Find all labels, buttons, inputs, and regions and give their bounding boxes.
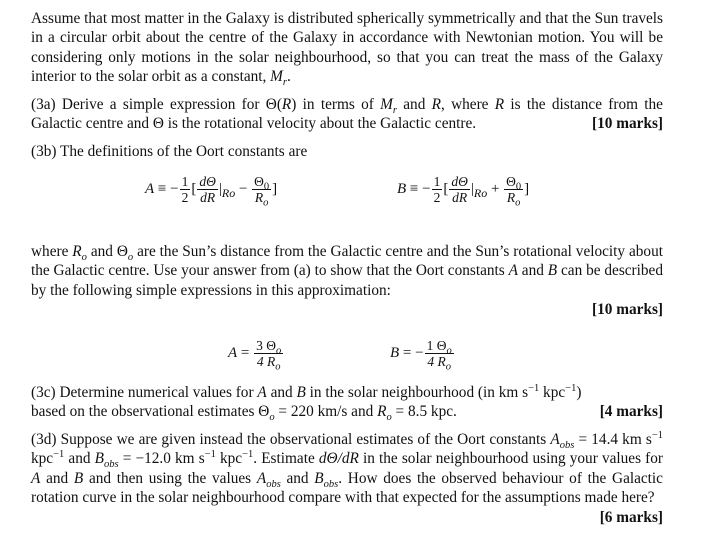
eqB-t-num: Θ: [506, 174, 516, 189]
eqA-eval-sub-o: o: [229, 185, 236, 200]
q3c-r-sub: o: [386, 412, 392, 424]
resA-den-text: 4 R: [256, 354, 276, 369]
q3d-t6: kpc: [215, 450, 243, 468]
q3d-sup4: −1: [242, 449, 254, 461]
resA-den: [254, 354, 283, 373]
eqB-eval-sub-o: o: [481, 185, 488, 200]
eqB-lhs: B: [397, 180, 407, 197]
eqA-t-den-sub: o: [263, 197, 269, 209]
q3d-t10: and then using the values: [83, 469, 257, 487]
q3a-text: (3a) Derive a simple expression for Θ(: [31, 96, 282, 113]
eqB-t-den-sub: o: [515, 197, 521, 209]
q3d-sup3: −1: [204, 449, 216, 461]
eqA-eval-sub-r: R: [221, 185, 230, 200]
eqA-rb: ]: [272, 180, 278, 197]
eqB-equiv: ≡ −: [406, 180, 431, 197]
question-3a: [31, 95, 663, 134]
q3d-t1: (3d) Suppose we are given instead the observational estimates of the Oort constants: [31, 431, 551, 448]
resB-den-sub: o: [445, 361, 451, 373]
eqA-lhs: A: [145, 180, 155, 197]
q3c-sup1: −1: [528, 382, 540, 394]
q3c-text3: based on the observational estimates Θ: [31, 403, 270, 421]
resB-num-sub: o: [446, 345, 452, 357]
marks-3b: [10 marks]: [592, 301, 663, 319]
eqB-lb: [: [443, 180, 449, 197]
oort-a-definition: [145, 174, 278, 209]
eqA-eval: |: [218, 180, 222, 197]
q3c-r: R: [377, 403, 387, 421]
eqA-ratio-num: [252, 174, 271, 193]
eqB-op: +: [487, 180, 504, 197]
q3c-and: and: [266, 384, 297, 401]
eqA-op: −: [235, 180, 252, 197]
mass-symbol: M: [270, 68, 283, 86]
q3d-t11: and: [280, 469, 315, 487]
q3d-t5: = −12.0 km s: [118, 450, 205, 468]
q3a-text4: , where: [441, 96, 495, 113]
mass-subscript: r: [282, 77, 288, 89]
q3d-t8: in the solar neighbourhood using your values for: [358, 450, 663, 468]
eqA-half: [180, 174, 191, 205]
q3d-b-sub: obs: [104, 459, 119, 471]
eqA-t-num-sub: 0: [263, 181, 270, 193]
eqA-lb: [: [191, 180, 197, 197]
resA-lhs: A: [228, 344, 238, 361]
eqB-half-den: 2: [433, 190, 441, 205]
q3d-b3-sub: obs: [323, 478, 339, 490]
q3b-ro-sub: o: [81, 252, 87, 264]
q3d-t9: and: [40, 469, 74, 487]
eqB-deriv: [449, 174, 470, 205]
q3a-r3: R: [494, 96, 505, 113]
eqB-eval-sub: [474, 186, 487, 200]
eqB-rb: ]: [524, 180, 530, 197]
q3c-theta-sub: o: [269, 412, 275, 424]
eqA-half-num: 1: [181, 174, 189, 189]
q3a-r2: R: [431, 96, 441, 113]
intro-paragraph: [31, 9, 663, 87]
eqB-ratio: [504, 174, 523, 209]
q3b-ro: R: [72, 243, 82, 260]
question-3b-body: [31, 242, 663, 320]
q3d-a2: A: [31, 469, 41, 487]
intro-end: .: [287, 68, 291, 86]
q3c-b: B: [296, 384, 306, 401]
resB-frac: [425, 338, 454, 373]
q3d-b: B: [94, 450, 104, 468]
eqB-eval-sub-r: R: [473, 185, 482, 200]
eqB-t-den: R: [506, 190, 516, 205]
resB-num: [425, 338, 454, 357]
q3c-sup2: −1: [565, 382, 577, 394]
resA-frac: [254, 338, 283, 373]
eqB-ratio-den: [504, 190, 523, 209]
resB-den-text: 4 R: [427, 354, 446, 369]
q3a-text5: is the distance from the Galactic centre and Θ is the rotational velocity about the Galactic centre.: [31, 96, 663, 133]
q3d-b3: B: [314, 469, 324, 487]
eqB-half-num: 1: [433, 174, 441, 189]
q3d-sup1: −1: [651, 429, 663, 441]
eqA-d-num: dΘ: [199, 174, 216, 189]
q3b-text4: and: [517, 262, 548, 280]
eqB-d-num: dΘ: [451, 174, 468, 189]
oort-b-result: [390, 338, 455, 373]
q3b-text1: where: [31, 243, 73, 260]
q3c-close: ): [576, 384, 582, 401]
eqA-ratio-den: [252, 190, 271, 209]
q3a-text2: ) in terms of: [291, 96, 381, 113]
q3d-t4: and: [64, 450, 95, 468]
q3d-a3-sub: obs: [266, 478, 281, 490]
resA-num-text: 3 Θ: [256, 338, 277, 353]
resB-num-text: 1 Θ: [426, 338, 447, 353]
marks-3d: [6 marks]: [599, 508, 663, 526]
resA-den-sub: o: [275, 361, 281, 373]
q3b-text5: can be described by the following simple expressions in this approximation:: [31, 262, 663, 299]
eqA-equiv: ≡ −: [154, 180, 179, 197]
q3b-b: B: [547, 262, 558, 280]
oort-a-result: [228, 338, 284, 373]
resB-eq: = −: [399, 344, 424, 361]
resB-den: [425, 354, 454, 373]
q3c-text5: = 8.5 kpc.: [391, 403, 457, 421]
q3b-text3: are the Sun’s distance from the Galactic centre and the Sun’s rotational velocity about the Galactic centre. Use your answer from (a) to show that the Oort constants: [31, 243, 663, 280]
resA-eq: =: [237, 344, 254, 361]
q3c-text4: = 220 km/s and: [274, 403, 378, 421]
q3d-t3: kpc: [31, 450, 54, 468]
eqB-half: [432, 174, 443, 205]
q3d-b2: B: [73, 469, 84, 487]
eqB-deriv-den: dR: [452, 190, 468, 205]
question-3c: [31, 383, 663, 422]
resA-num: [254, 338, 283, 357]
eqA-ratio: [252, 174, 271, 209]
q3d-deriv: dΘ/dR: [318, 450, 359, 468]
q3b-a: A: [508, 262, 518, 280]
marks-3a: [10 marks]: [592, 115, 663, 133]
q3a-m-sub: r: [392, 105, 397, 117]
q3c-text2: in the solar neighbourhood (in km s: [305, 384, 529, 401]
eqA-t-den: R: [254, 190, 264, 205]
eqA-deriv: [197, 174, 218, 205]
q3c-text1: (3c) Determine numerical values for: [31, 384, 258, 401]
eqA-eval-sub: [222, 186, 235, 200]
resB-lhs: B: [390, 344, 400, 361]
intro-text: Assume that most matter in the Galaxy is distributed spherically symmetrically and that the Sun travels in a circular orbit about the centre of the Galaxy in accordance with Newtonian motion. You will be considering only motions in the solar neighbourhood, so that you can treat the mass of the Galaxy interior to the solar orbit as a constant,: [31, 10, 663, 86]
eqA-half-den: 2: [181, 190, 189, 205]
q3d-t12: . How does the observed behaviour of the Galactic rotation curve in the solar neighbourhood compare with that expected for the assumptions made here?: [31, 469, 663, 507]
q3b-theta-sub: o: [127, 252, 134, 264]
eqA-deriv-den: dR: [200, 190, 216, 205]
q3b-text2: and Θ: [86, 243, 128, 260]
marks-3c: [4 marks]: [599, 403, 663, 421]
q3d-t7: . Estimate: [253, 450, 319, 468]
question-3b-intro: (3b) The definitions of the Oort constants are: [31, 143, 308, 160]
oort-b-definition: [397, 174, 530, 209]
q3c-a: A: [257, 384, 267, 401]
q3a-m: M: [380, 96, 393, 113]
q3c-kpc: kpc: [539, 384, 566, 401]
q3d-sup2: −1: [53, 449, 65, 461]
eqB-ratio-num: [504, 174, 523, 193]
q3d-a3: A: [256, 469, 267, 487]
eqB-deriv-num: [449, 174, 470, 190]
q3d-a: A: [550, 431, 560, 448]
eqB-t-num-sub: 0: [515, 181, 522, 193]
eqB-eval: |: [470, 180, 474, 197]
resA-num-sub: o: [276, 345, 282, 357]
q3d-a-sub: obs: [559, 440, 575, 452]
q3a-text3: and: [396, 96, 432, 113]
q3d-t2: = 14.4 km s: [574, 431, 652, 448]
q3a-r: R: [281, 96, 292, 113]
eqA-deriv-num: [197, 174, 218, 190]
eqA-t-num: Θ: [254, 174, 264, 189]
question-3d: [31, 430, 663, 527]
